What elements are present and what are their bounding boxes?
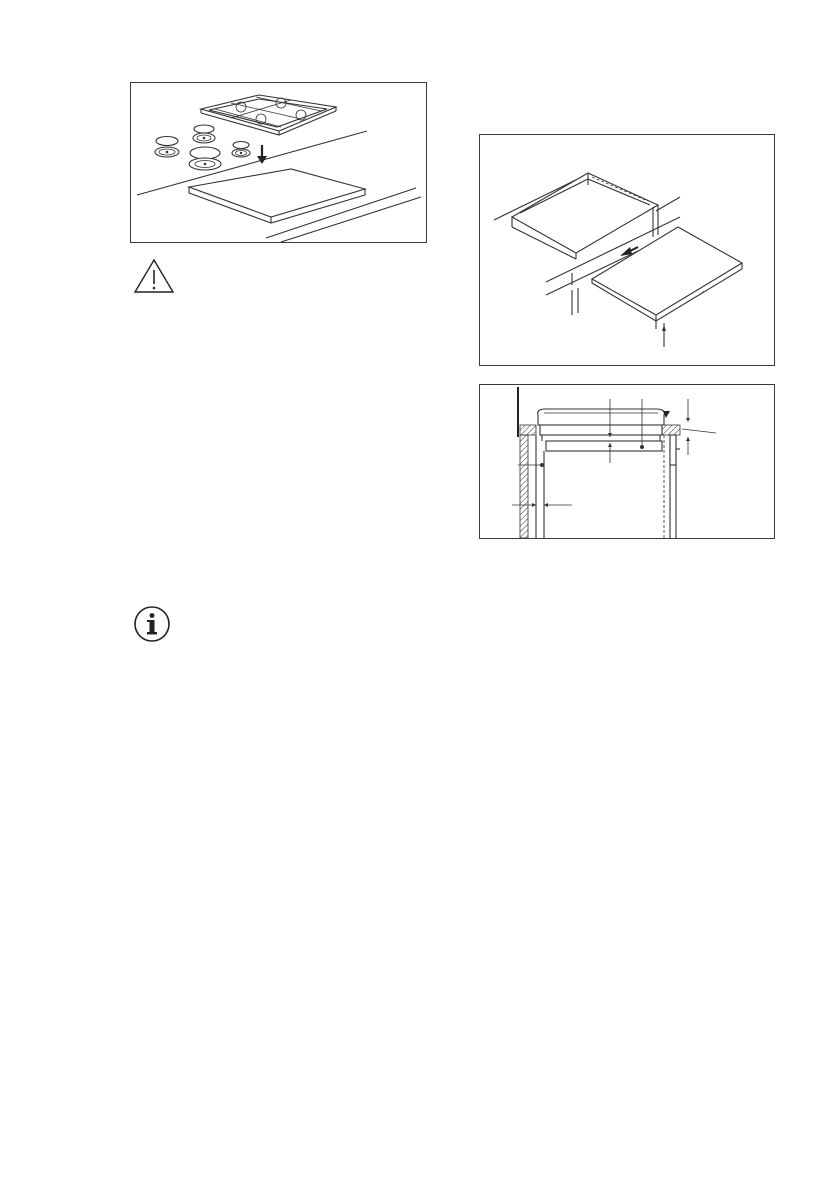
figure-hob-clearance-section <box>479 384 775 539</box>
cutout-box <box>512 173 658 259</box>
hob-body-section <box>538 409 670 441</box>
hob-plate <box>592 227 742 321</box>
figure-hob-seal-placement <box>130 82 427 243</box>
hob-seal-placement-illustration <box>131 83 426 242</box>
figure-hob-insertion <box>479 134 775 366</box>
hob-insertion-illustration <box>480 135 774 365</box>
warning-triangle-icon <box>133 258 175 294</box>
pan-support-grid <box>201 95 336 135</box>
burners <box>155 125 250 170</box>
hob-plate <box>189 169 365 223</box>
information-icon <box>133 605 171 643</box>
hob-clearance-section-diagram <box>480 385 774 538</box>
